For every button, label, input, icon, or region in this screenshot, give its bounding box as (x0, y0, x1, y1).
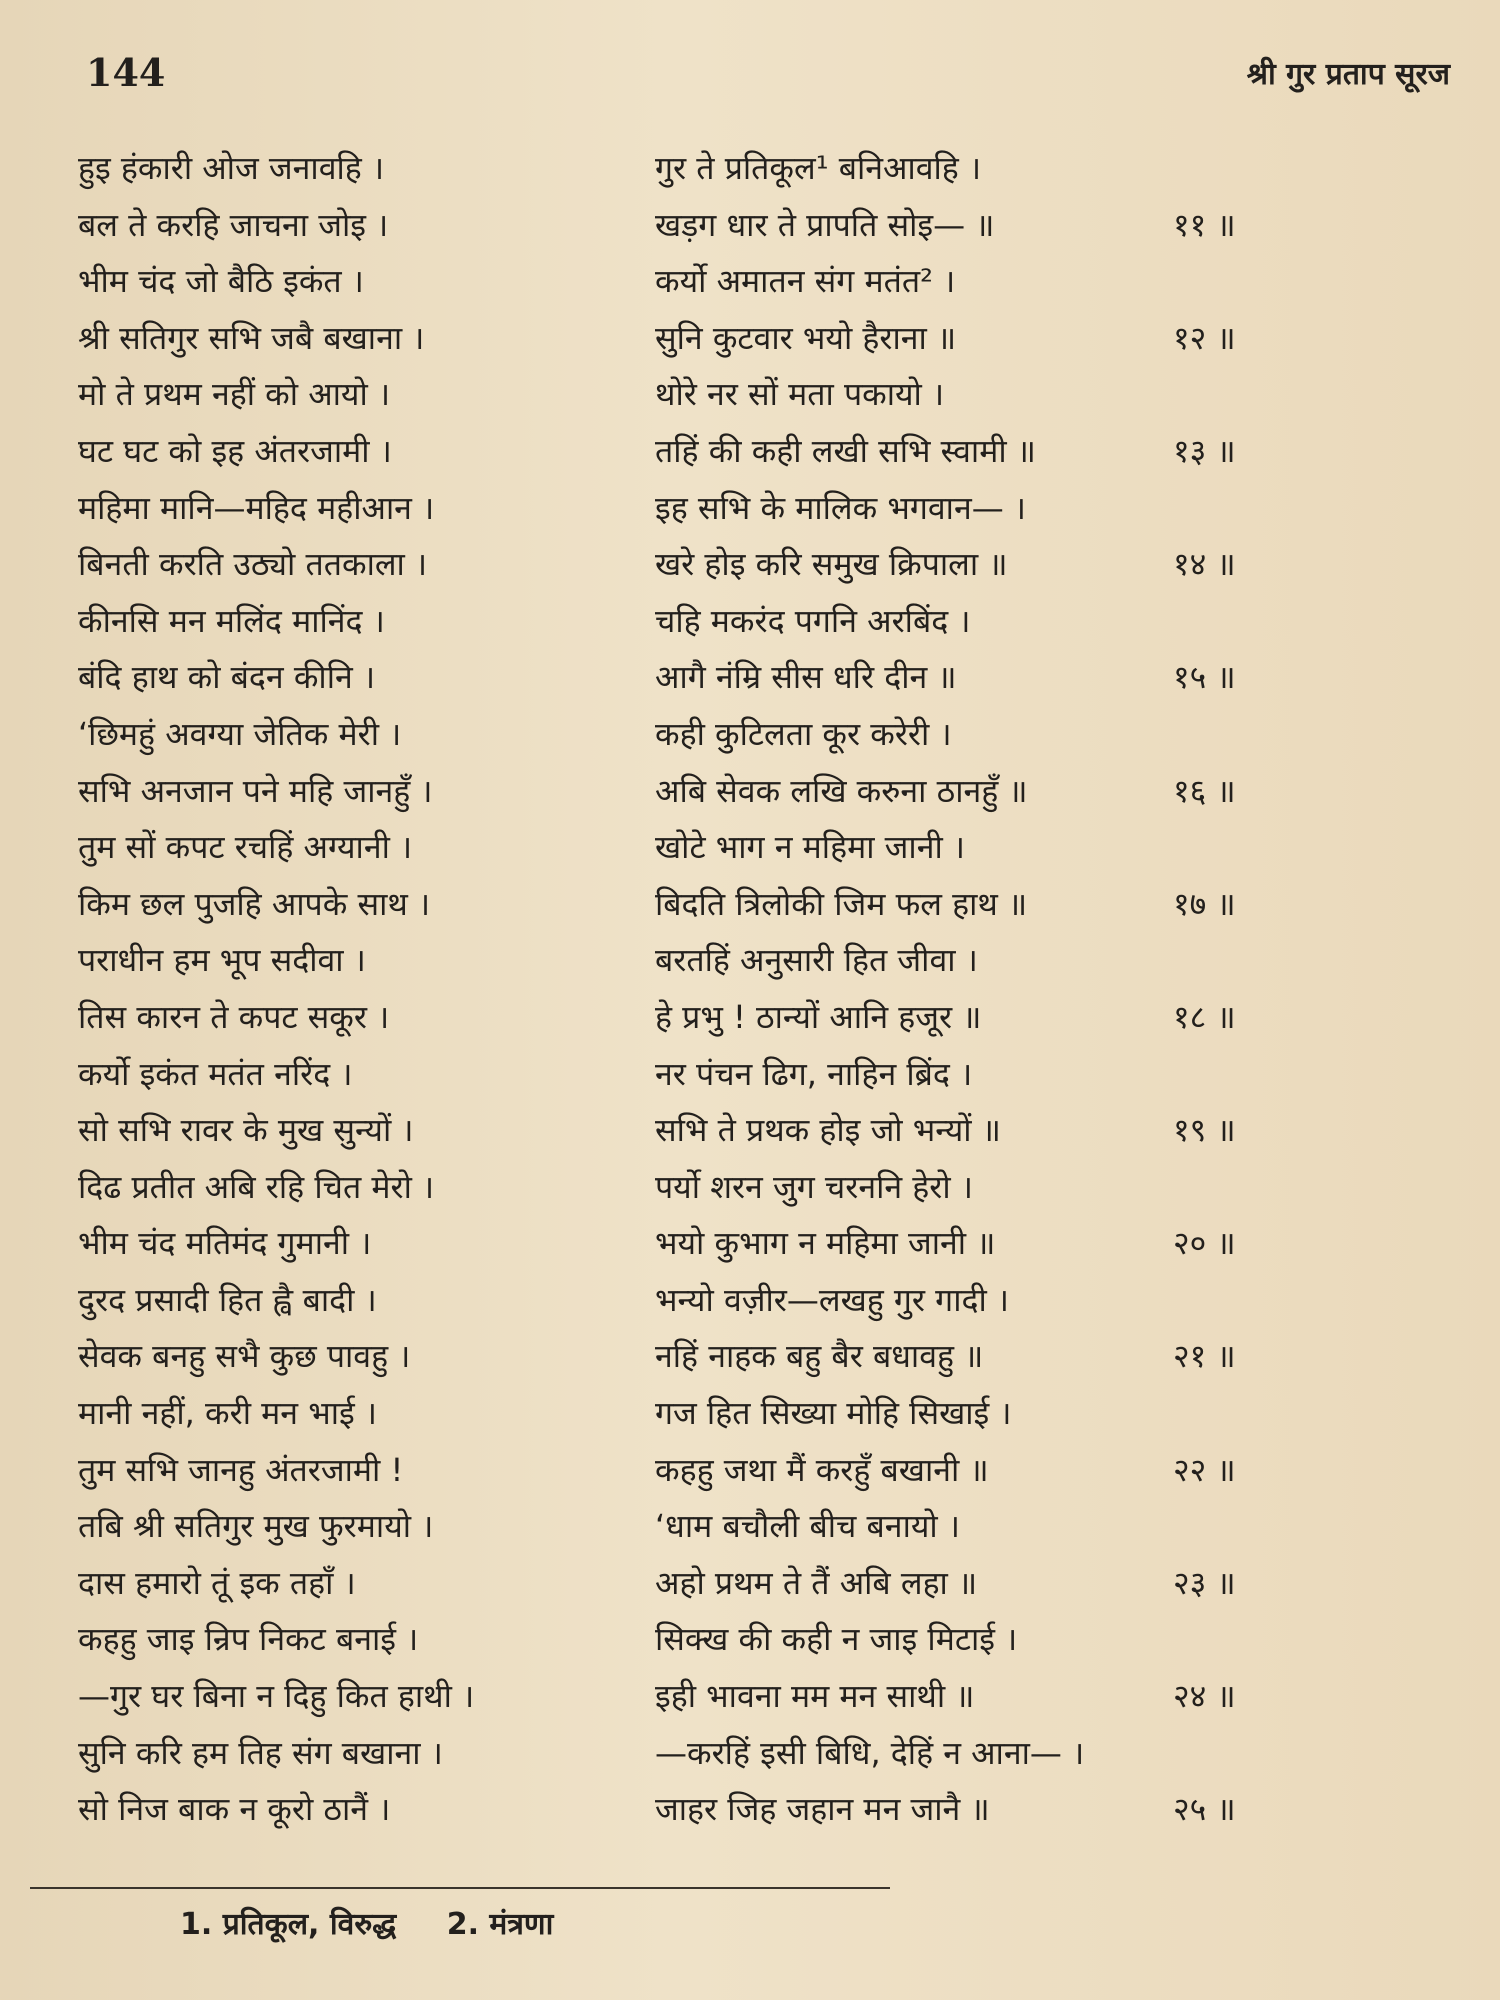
verse-number: १४ ॥ (1173, 545, 1236, 584)
verse-second-half: अबि सेवक लखि करुना ठानहुँ ॥ (655, 771, 1028, 810)
verse-second-half: चहि मकरंद पगनि अरबिंद । (655, 601, 971, 640)
verse-line (78, 593, 1338, 650)
verse-line (78, 876, 1338, 933)
verse-line (78, 1385, 1338, 1442)
verse-first-half: बिनती करति उठ्यो ततकाला । (78, 545, 428, 584)
verse-number: १५ ॥ (1173, 658, 1236, 697)
footnote-divider (30, 1887, 890, 1889)
verse-second-half: भयो कुभाग न महिमा जानी ॥ (655, 1224, 996, 1263)
page-number: 144 (86, 50, 166, 95)
verse-first-half: दास हमारो तूं इक तहाँ । (78, 1563, 356, 1602)
verse-first-half: सो सभि रावर के मुख सुन्यों । (78, 1111, 414, 1150)
verse-line (78, 1046, 1338, 1103)
verse-second-half: जाहर जिह जहान मन जानै ॥ (655, 1790, 990, 1829)
verse-line (78, 989, 1338, 1046)
verse-line (78, 366, 1338, 423)
verse-first-half: हुइ हंकारी ओज जनावहि । (78, 149, 385, 187)
footnote-2: 2. मंत्रणा (446, 1907, 554, 1942)
verse-second-half: ‘धाम बचौली बीच बनायो । (655, 1507, 961, 1546)
verse-number: २२ ॥ (1173, 1450, 1236, 1489)
verse-number: २३ ॥ (1173, 1563, 1236, 1602)
running-title: श्री गुर प्रताप सूरज (1246, 57, 1450, 92)
verse-second-half: पर्यो शरन जुग चरननि हेरो । (655, 1167, 973, 1206)
verse-second-half: गज हित सिख्या मोहि सिखाई । (655, 1394, 1012, 1433)
verse-second-half: सभि ते प्रथक होइ जो भन्यों ॥ (655, 1111, 1001, 1150)
verse-second-half: नर पंचन ढिग, नाहिन ब्रिंद । (655, 1054, 973, 1093)
verse-first-half: बंदि हाथ को बंदन कीनि । (78, 658, 376, 697)
verse-first-half: घट घट को इह अंतरजामी । (78, 431, 392, 470)
verse-line (78, 253, 1338, 310)
verse-first-half: दुरद प्रसादी हित ह्वै बादी । (78, 1280, 377, 1319)
verse-second-half: खोटे भाग न महिमा जानी । (655, 828, 966, 867)
verse-number: १९ ॥ (1173, 1111, 1236, 1150)
footnotes (180, 1902, 593, 1943)
verse-line (78, 763, 1338, 820)
verse-second-half: थोरे नर सों मता पकायो । (655, 375, 945, 414)
verse-line (78, 140, 1338, 197)
verse-second-half: आगै नंम्रि सीस धरि दीन ॥ (655, 658, 957, 697)
verse-second-half: तहिं की कही लखी सभि स्वामी ॥ (655, 431, 1036, 470)
verse-line (78, 1725, 1338, 1782)
verse-line (78, 1668, 1338, 1725)
verse-first-half: कीनसि मन मलिंद मानिंद । (78, 601, 385, 640)
verse-second-half: सिक्ख की कही न जाइ मिटाई । (655, 1620, 1018, 1659)
footnote-1: 1. प्रतिकूल, विरुद्ध (180, 1907, 397, 1942)
verse-second-half: खड़ग धार ते प्रापति सोइ— ॥ (655, 205, 995, 244)
verse-second-half: कहहु जथा मैं करहुँ बखानी ॥ (655, 1450, 989, 1489)
verse-line (78, 1272, 1338, 1329)
verse-second-half: अहो प्रथम ते तैं अबि लहा ॥ (655, 1563, 978, 1602)
verse-second-half: कर्यो अमातन संग मतंत² । (655, 262, 956, 301)
verse-second-half: नहिं नाहक बहु बैर बधावहु ॥ (655, 1337, 984, 1376)
verse-line (78, 1442, 1338, 1499)
verse-first-half: सेवक बनहु सभै कुछ पावहु । (78, 1337, 411, 1376)
verse-number: ११ ॥ (1173, 205, 1236, 244)
verse-first-half: तुम सभि जानहु अंतरजामी ! (78, 1450, 404, 1489)
verse-first-half: सो निज बाक न कूरो ठानैं । (78, 1790, 391, 1829)
verse-line (78, 1555, 1338, 1612)
verse-first-half: श्री सतिगुर सभि जबै बखाना । (78, 318, 425, 357)
verse-number: २१ ॥ (1173, 1337, 1236, 1376)
verse-block (78, 140, 1338, 1838)
verse-number: २४ ॥ (1173, 1677, 1236, 1716)
verse-number: १२ ॥ (1173, 318, 1236, 357)
verse-line (78, 1611, 1338, 1668)
verse-first-half: किम छल पुजहि आपके साथ । (78, 884, 431, 923)
verse-line (78, 1328, 1338, 1385)
verse-second-half: खरे होइ करि समुख क्रिपाला ॥ (655, 545, 1008, 584)
verse-first-half: दिढ प्रतीत अबि रहि चित मेरो । (78, 1167, 435, 1206)
verse-line (78, 819, 1338, 876)
verse-first-half: कहहु जाइ न्रिप निकट बनाई । (78, 1620, 419, 1659)
verse-second-half: हे प्रभु ! ठान्यों आनि हजूर ॥ (655, 997, 982, 1036)
verse-first-half: —गुर घर बिना न दिहु कित हाथी । (78, 1677, 475, 1716)
verse-line (78, 197, 1338, 254)
verse-line (78, 1102, 1338, 1159)
verse-first-half: ‘छिमहुं अवग्या जेतिक मेरी । (78, 714, 402, 753)
verse-line (78, 536, 1338, 593)
verse-first-half: बल ते करहि जाचना जोइ । (78, 205, 389, 244)
verse-number: १३ ॥ (1173, 431, 1236, 470)
verse-number: १८ ॥ (1173, 997, 1236, 1036)
verse-second-half: बरतहिं अनुसारी हित जीवा । (655, 941, 978, 980)
verse-first-half: मानी नहीं, करी मन भाई । (78, 1394, 378, 1433)
verse-number: २० ॥ (1173, 1224, 1236, 1263)
verse-second-half: इह सभि के मालिक भगवान— । (655, 488, 1027, 527)
verse-second-half: —करहिं इसी बिधि, देहिं न आना— । (655, 1733, 1085, 1772)
verse-first-half: कर्यो इकंत मतंत नरिंद । (78, 1054, 353, 1093)
verse-first-half: भीम चंद जो बैठि इकंत । (78, 262, 364, 301)
verse-line (78, 1159, 1338, 1216)
verse-first-half: तबि श्री सतिगुर मुख फुरमायो । (78, 1507, 434, 1546)
verse-first-half: तिस कारन ते कपट सकूर । (78, 997, 390, 1036)
verse-line (78, 706, 1338, 763)
verse-second-half: सुनि कुटवार भयो हैराना ॥ (655, 318, 957, 357)
verse-line (78, 310, 1338, 367)
verse-first-half: पराधीन हम भूप सदीवा । (78, 941, 366, 980)
verse-second-half: इही भावना मम मन साथी ॥ (655, 1677, 975, 1716)
verse-number: २५ ॥ (1173, 1790, 1236, 1829)
verse-first-half: तुम सों कपट रचहिं अग्यानी । (78, 828, 413, 867)
verse-line (78, 1215, 1338, 1272)
verse-second-half: गुर ते प्रतिकूल¹ बनिआवहि । (655, 149, 982, 187)
verse-first-half: महिमा मानि—महिद महीआन । (78, 488, 435, 527)
verse-second-half: भन्यो वज़ीर—लखहु गुर गादी । (655, 1280, 1010, 1319)
verse-line (78, 1498, 1338, 1555)
verse-first-half: सुनि करि हम तिह संग बखाना । (78, 1733, 443, 1772)
verse-first-half: मो ते प्रथम नहीं को आयो । (78, 375, 391, 414)
verse-first-half: भीम चंद मतिमंद गुमानी । (78, 1224, 372, 1263)
verse-line (78, 649, 1338, 706)
verse-line (78, 932, 1338, 989)
verse-first-half: सभि अनजान पने महि जानहुँ । (78, 771, 433, 810)
verse-line (78, 423, 1338, 480)
verse-second-half: कही कुटिलता कूर करेरी । (655, 714, 952, 753)
verse-line (78, 1781, 1338, 1838)
verse-number: १६ ॥ (1173, 771, 1236, 810)
verse-second-half: बिदति त्रिलोकी जिम फल हाथ ॥ (655, 884, 1028, 923)
verse-line (78, 480, 1338, 537)
verse-number: १७ ॥ (1173, 884, 1236, 923)
